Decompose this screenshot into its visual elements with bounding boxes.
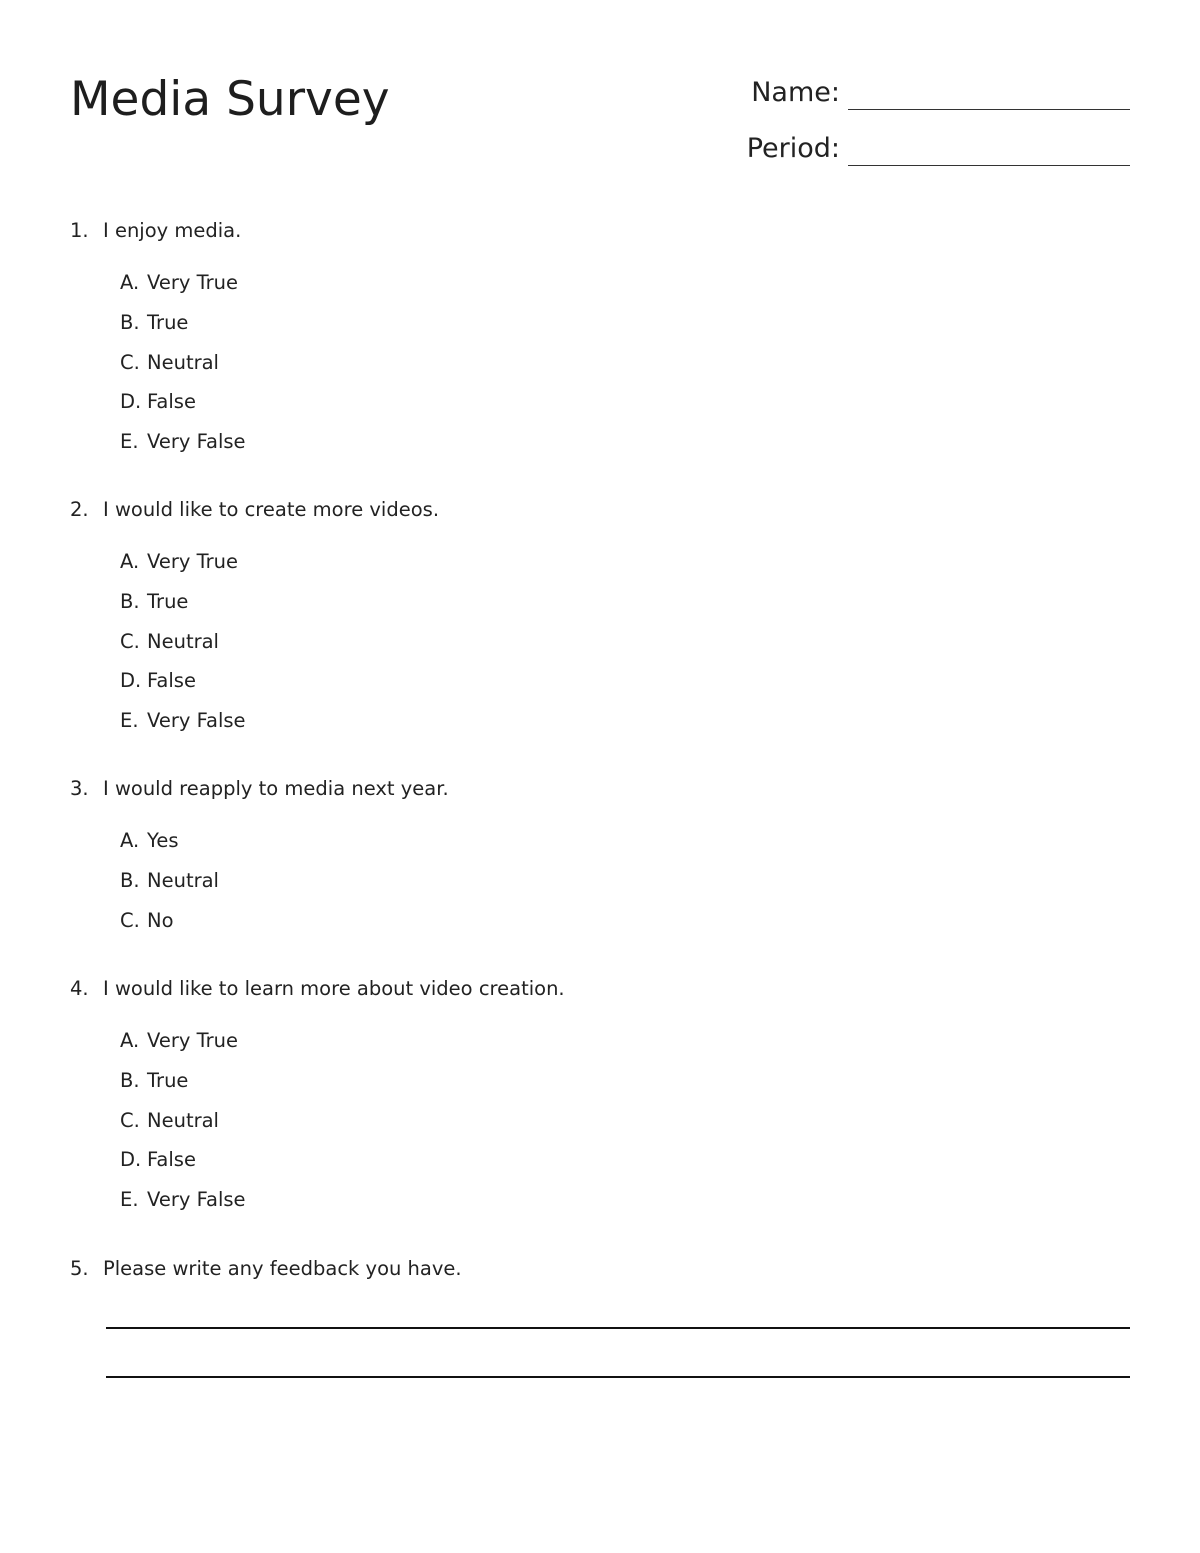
option-letter: A.: [120, 1029, 140, 1052]
answer-option[interactable]: [120, 668, 1130, 694]
question-number: 2.: [70, 498, 89, 521]
answer-option[interactable]: [120, 429, 1130, 455]
period-label: Period:: [746, 133, 840, 164]
option-letter: A.: [120, 550, 140, 573]
answer-option[interactable]: [120, 270, 1130, 296]
name-field[interactable]: [751, 76, 1130, 110]
answer-options: [120, 270, 1130, 455]
question-4: [70, 976, 1130, 1213]
question-5: [70, 1256, 1130, 1282]
question-1: [70, 218, 1130, 455]
answer-option[interactable]: [120, 589, 1130, 615]
answer-option[interactable]: [120, 549, 1130, 575]
question-2: [70, 497, 1130, 734]
name-blank-line[interactable]: [848, 109, 1130, 110]
option-label: False: [147, 669, 196, 693]
option-letter: D.: [120, 390, 142, 414]
option-label: No: [147, 908, 174, 932]
question-text: I would reapply to media next year.: [103, 777, 449, 800]
answer-option[interactable]: [120, 908, 1130, 934]
option-letter: E.: [120, 430, 139, 453]
option-label: Very False: [147, 709, 246, 732]
option-letter: E.: [120, 709, 139, 732]
question-text: I would like to learn more about video creation.: [103, 977, 565, 1000]
question-number: 3.: [70, 777, 89, 800]
answer-option[interactable]: [120, 629, 1130, 655]
option-letter: D.: [120, 1148, 142, 1172]
option-label: Neutral: [147, 350, 219, 374]
answer-option[interactable]: [120, 1108, 1130, 1134]
option-letter: D.: [120, 669, 142, 693]
answer-option[interactable]: [120, 389, 1130, 415]
question-number: 5.: [70, 1257, 89, 1280]
option-letter: B.: [120, 868, 140, 892]
option-label: Neutral: [147, 1108, 219, 1132]
option-label: Neutral: [147, 868, 219, 892]
option-label: Very False: [147, 430, 246, 453]
option-letter: C.: [120, 350, 140, 374]
feedback-line-2[interactable]: [106, 1376, 1130, 1378]
option-letter: A.: [120, 271, 140, 294]
option-label: True: [147, 310, 189, 334]
answer-option[interactable]: [120, 1068, 1130, 1094]
answer-option[interactable]: [120, 828, 1130, 854]
question-text: I enjoy media.: [103, 219, 242, 242]
option-label: True: [147, 589, 189, 613]
answer-options: [120, 828, 1130, 934]
option-letter: A.: [120, 829, 140, 852]
period-blank-line[interactable]: [848, 165, 1130, 166]
answer-option[interactable]: [120, 310, 1130, 336]
option-label: True: [147, 1068, 189, 1092]
option-label: Very True: [147, 550, 238, 573]
option-label: False: [147, 1148, 196, 1172]
answer-option[interactable]: [120, 1147, 1130, 1173]
answer-option[interactable]: [120, 1028, 1130, 1054]
answer-options: [120, 549, 1130, 734]
question-number: 4.: [70, 977, 89, 1000]
option-letter: C.: [120, 629, 140, 653]
question-number: 1.: [70, 219, 89, 242]
option-label: False: [147, 390, 196, 414]
option-letter: C.: [120, 908, 140, 932]
question-text: I would like to create more videos.: [103, 498, 440, 521]
name-label: Name:: [751, 77, 840, 108]
page-title: Media Survey: [70, 72, 390, 127]
feedback-line-1[interactable]: [106, 1327, 1130, 1329]
option-letter: B.: [120, 1068, 140, 1092]
answer-options: [120, 1028, 1130, 1213]
period-field[interactable]: [747, 132, 1130, 166]
answer-option[interactable]: [120, 1187, 1130, 1213]
option-label: Very False: [147, 1188, 246, 1211]
option-letter: B.: [120, 589, 140, 613]
option-letter: E.: [120, 1188, 139, 1211]
option-label: Very True: [147, 271, 238, 294]
option-label: Yes: [147, 829, 179, 852]
answer-option[interactable]: [120, 350, 1130, 376]
answer-option[interactable]: [120, 708, 1130, 734]
option-letter: B.: [120, 310, 140, 334]
answer-option[interactable]: [120, 868, 1130, 894]
question-3: [70, 776, 1130, 934]
option-label: Very True: [147, 1029, 238, 1052]
option-label: Neutral: [147, 629, 219, 653]
question-text: Please write any feedback you have.: [103, 1257, 462, 1280]
option-letter: C.: [120, 1108, 140, 1132]
